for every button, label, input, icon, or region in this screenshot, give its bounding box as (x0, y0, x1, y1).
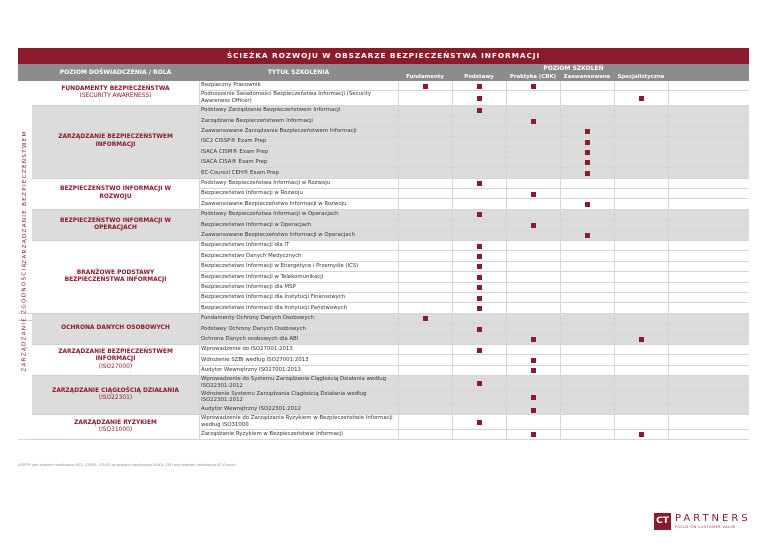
header-level-4: Specjalistyczne (617, 74, 665, 80)
role-group (32, 241, 199, 314)
course-row (199, 345, 749, 355)
level-marker (477, 212, 482, 217)
level-marker (477, 254, 482, 259)
course-row (199, 335, 749, 345)
level-marker (423, 316, 428, 321)
level-marker (477, 420, 482, 425)
role-group (32, 210, 199, 241)
role-group (32, 81, 199, 106)
role-name: ZARZĄDZANIE BEZPIECZEŃSTWEM INFORMACJI (58, 349, 173, 363)
level-marker (531, 408, 536, 413)
course-title: Bezpieczeństwo Informacji dla IT (201, 242, 290, 249)
role-group (32, 376, 199, 415)
role-subtitle: (ISO27000) (98, 363, 133, 370)
course-title: Podstawy Ochrony Danych Osobowych (201, 325, 306, 332)
course-title: ISC2 CISSP® Exam Prep (201, 138, 267, 145)
role-group (32, 179, 199, 210)
course-row (199, 189, 749, 199)
grid-line (614, 81, 615, 440)
course-row (199, 272, 749, 282)
course-title: Bezpieczeństwo Informacji w Operacjach (201, 221, 312, 228)
course-row (199, 220, 749, 230)
role-name: OCHRONA DANYCH OSOBOWYCH (61, 325, 170, 332)
course-row (199, 127, 749, 137)
course-title: Bezpieczeństwo Informacji w Telekomunikacji (201, 273, 324, 280)
course-row (199, 158, 749, 168)
course-title: Ochrona Danych osobowych dla ABI (201, 335, 299, 342)
header-level-2: Praktyka (CBK) (509, 74, 557, 80)
course-row (199, 391, 749, 405)
level-marker (477, 306, 482, 311)
level-marker (585, 150, 590, 155)
course-row (199, 283, 749, 293)
level-marker (531, 84, 536, 89)
course-title: Bezpieczeństwo Danych Medycznych (201, 252, 302, 259)
header-levels: POZIOM SZKOLEŃ (543, 65, 604, 72)
grid-line (398, 81, 399, 440)
course-row (199, 91, 749, 105)
course-row (199, 81, 749, 91)
course-title: Podnoszenie Świadomości Bezpieczeństwa Informacji (Security Awareness Officer) (201, 91, 372, 105)
role-name: ZARZĄDZANIE RYZYKIEM (74, 420, 157, 427)
area-label-text: ZARZĄDZANIE ZGODNOŚCIĄ (22, 262, 29, 372)
role-group (32, 314, 199, 345)
level-marker (531, 192, 536, 197)
role-name: BEZPIECZEŃSTWO INFORMACJI W OPERACJACH (59, 217, 172, 231)
role-name: FUNDAMENTY BEZPIECZEŃSTWA (61, 85, 170, 92)
course-row (199, 415, 749, 429)
role-group (32, 106, 199, 179)
level-marker (477, 244, 482, 249)
area-label (18, 262, 32, 372)
role-group (32, 415, 199, 440)
role-subtitle: (ISO31000) (98, 427, 133, 434)
course-row (199, 293, 749, 303)
course-row (199, 241, 749, 251)
course-row (199, 210, 749, 220)
level-marker (477, 348, 482, 353)
level-marker (531, 395, 536, 400)
level-marker (585, 140, 590, 145)
course-row (199, 116, 749, 126)
level-marker (639, 337, 644, 342)
grid-line (668, 81, 669, 440)
course-row (199, 179, 749, 189)
course-title: Wprowadzenie do ISO27001:2013 (201, 346, 293, 353)
level-marker (639, 96, 644, 101)
level-marker (585, 202, 590, 207)
course-row (199, 199, 749, 209)
course-row (199, 430, 749, 440)
course-title: EC-Council CEH® Exam Prep (201, 169, 279, 176)
logo-badge: CT (654, 513, 671, 530)
course-title: Zaawansowane Bezpieczeństwo Informacji w Operacjach (201, 231, 355, 238)
level-marker (531, 223, 536, 228)
level-marker (531, 337, 536, 342)
level-marker (585, 160, 590, 165)
grid-line (452, 81, 453, 440)
course-row (199, 376, 749, 390)
course-title: Wprowadzenie do Systemu Zarządzania Ciągłością Działania według ISO22301:2012 (201, 376, 387, 389)
course-row (199, 147, 749, 157)
course-title: Wdrożenie Systemu Zarządzania Ciągłością Działania według ISO22301:2012 (201, 390, 367, 404)
header-training: TYTUŁ SZKOLENIA (267, 69, 330, 76)
level-marker (477, 296, 482, 301)
header-level-1: Podstawy (464, 74, 494, 80)
header-role: POZIOM DOŚWIADCZENIA / ROLA (59, 69, 172, 76)
training-path-document (18, 48, 749, 440)
course-row (199, 106, 749, 116)
level-marker (531, 119, 536, 124)
course-title: Zaawansowane Bezpieczeństwo Informacji w Rozwoju (201, 200, 347, 207)
course-title: ISACA CISM® Exam Prep (201, 148, 269, 155)
course-title: Bezpieczeństwo Informacji w Energetyce i Przemyśle (ICS) (201, 263, 359, 270)
course-title: Zarządzanie Ryzykiem w Bezpieczeństwie Informacji (201, 431, 343, 438)
course-row (199, 231, 749, 241)
ct-partners-logo (654, 512, 751, 532)
level-marker (477, 264, 482, 269)
level-marker (477, 275, 482, 280)
course-title: Wprowadzenie do Zarządzania Ryzykiem w Bezpieczeństwie Informacji według ISO31000 (201, 415, 393, 429)
logo-wordmark: PARTNERS (675, 513, 751, 524)
header-level-0: Fundamenty (406, 74, 444, 80)
role-subtitle: (SECURITY AWARENESS) (79, 92, 152, 99)
course-row (199, 355, 749, 365)
course-row (199, 405, 749, 415)
level-marker (585, 233, 590, 238)
level-marker (531, 432, 536, 437)
course-row (199, 168, 749, 178)
footnote: CISSP® jest znakiem handlowym ISC2, CISM®, CISA® są znakami handlowymi ISACA, CEH jest znakiem handlowym EC-Council. (18, 463, 237, 467)
level-marker (477, 96, 482, 101)
course-row (199, 251, 749, 261)
grid-line (199, 81, 200, 440)
course-row (199, 314, 749, 324)
course-title: Bezpieczny Pracownik (201, 82, 261, 89)
course-title: Audytor Wewnętrzny ISO27001:2013 (201, 367, 301, 374)
role-name: ZARZĄDZANIE BEZPIECZEŃSTWEM INFORMACJI (58, 134, 173, 148)
level-marker (477, 108, 482, 113)
role-name: BRANŻOWE PODSTAWY BEZPIECZEŃSTWA INFORMACJI (64, 269, 167, 283)
level-marker (585, 129, 590, 134)
level-marker (423, 84, 428, 89)
course-row (199, 324, 749, 334)
course-row (199, 262, 749, 272)
role-subtitle: (ISO22301) (98, 395, 133, 402)
course-title: Fundamenty Ochrony Danych Osobowych (201, 315, 314, 322)
course-title: Zaawansowane Zarządzanie Bezpieczeństwem Informacji (201, 127, 357, 134)
grid-line (560, 81, 561, 440)
course-row (199, 366, 749, 376)
grid-line (506, 81, 507, 440)
role-name: BEZPIECZEŃSTWO INFORMACJI W ROZWOJU (59, 186, 172, 200)
course-title: Bezpieczeństwo Informacji dla Instytucji Państwowych (201, 304, 348, 311)
level-marker (585, 171, 590, 176)
course-title: Podstawy Bezpieczeństwa Informacji w Rozwoju (201, 179, 331, 186)
role-group (32, 345, 199, 376)
course-title: Wdrożenie SZBI według ISO27001:2013 (201, 356, 309, 363)
level-marker (477, 327, 482, 332)
role-name: ZARZĄDZANIE CIĄGŁOŚCIĄ DZIAŁANIA (52, 388, 179, 395)
logo-tagline: FOCUS ON CUSTOMER VALUE (675, 525, 736, 529)
course-title: Bezpieczeństwo Informacji dla Instytucji Finansowych (201, 294, 346, 301)
area-label-text: ZARZĄDZANIE BEZPIECZEŃSTWEM (22, 130, 28, 264)
course-title: Audytor Wewnętrzny ISO22301:2012 (201, 406, 301, 413)
level-marker (531, 368, 536, 373)
course-row (199, 303, 749, 313)
level-marker (531, 358, 536, 363)
course-title: Podstawy Bezpieczeństwa Informacji w Operacjach (201, 211, 339, 218)
level-marker (477, 285, 482, 290)
course-row (199, 137, 749, 147)
document-title: ŚCIEŻKA ROZWOJU W OBSZARZE BEZPIECZEŃSTWA INFORMACJI (18, 48, 749, 64)
level-marker (477, 84, 482, 89)
course-title: Zarządzanie Bezpieczeństwem Informacji (201, 117, 313, 124)
course-title: Bezpieczeństwo Informacji dla MSP (201, 283, 296, 290)
course-title: Podstawy Zarządzanie Bezpieczeństwem Informacji (201, 107, 341, 114)
level-marker (477, 181, 482, 186)
course-title: ISACA CISA® Exam Prep (201, 159, 268, 166)
header-level-3: Zaawansowane (563, 74, 611, 80)
level-marker (477, 381, 482, 386)
table-body (18, 81, 749, 440)
level-marker (639, 432, 644, 437)
table-header (18, 64, 749, 81)
course-title: Bezpieczeństwo Informacji w Rozwoju (201, 190, 303, 197)
